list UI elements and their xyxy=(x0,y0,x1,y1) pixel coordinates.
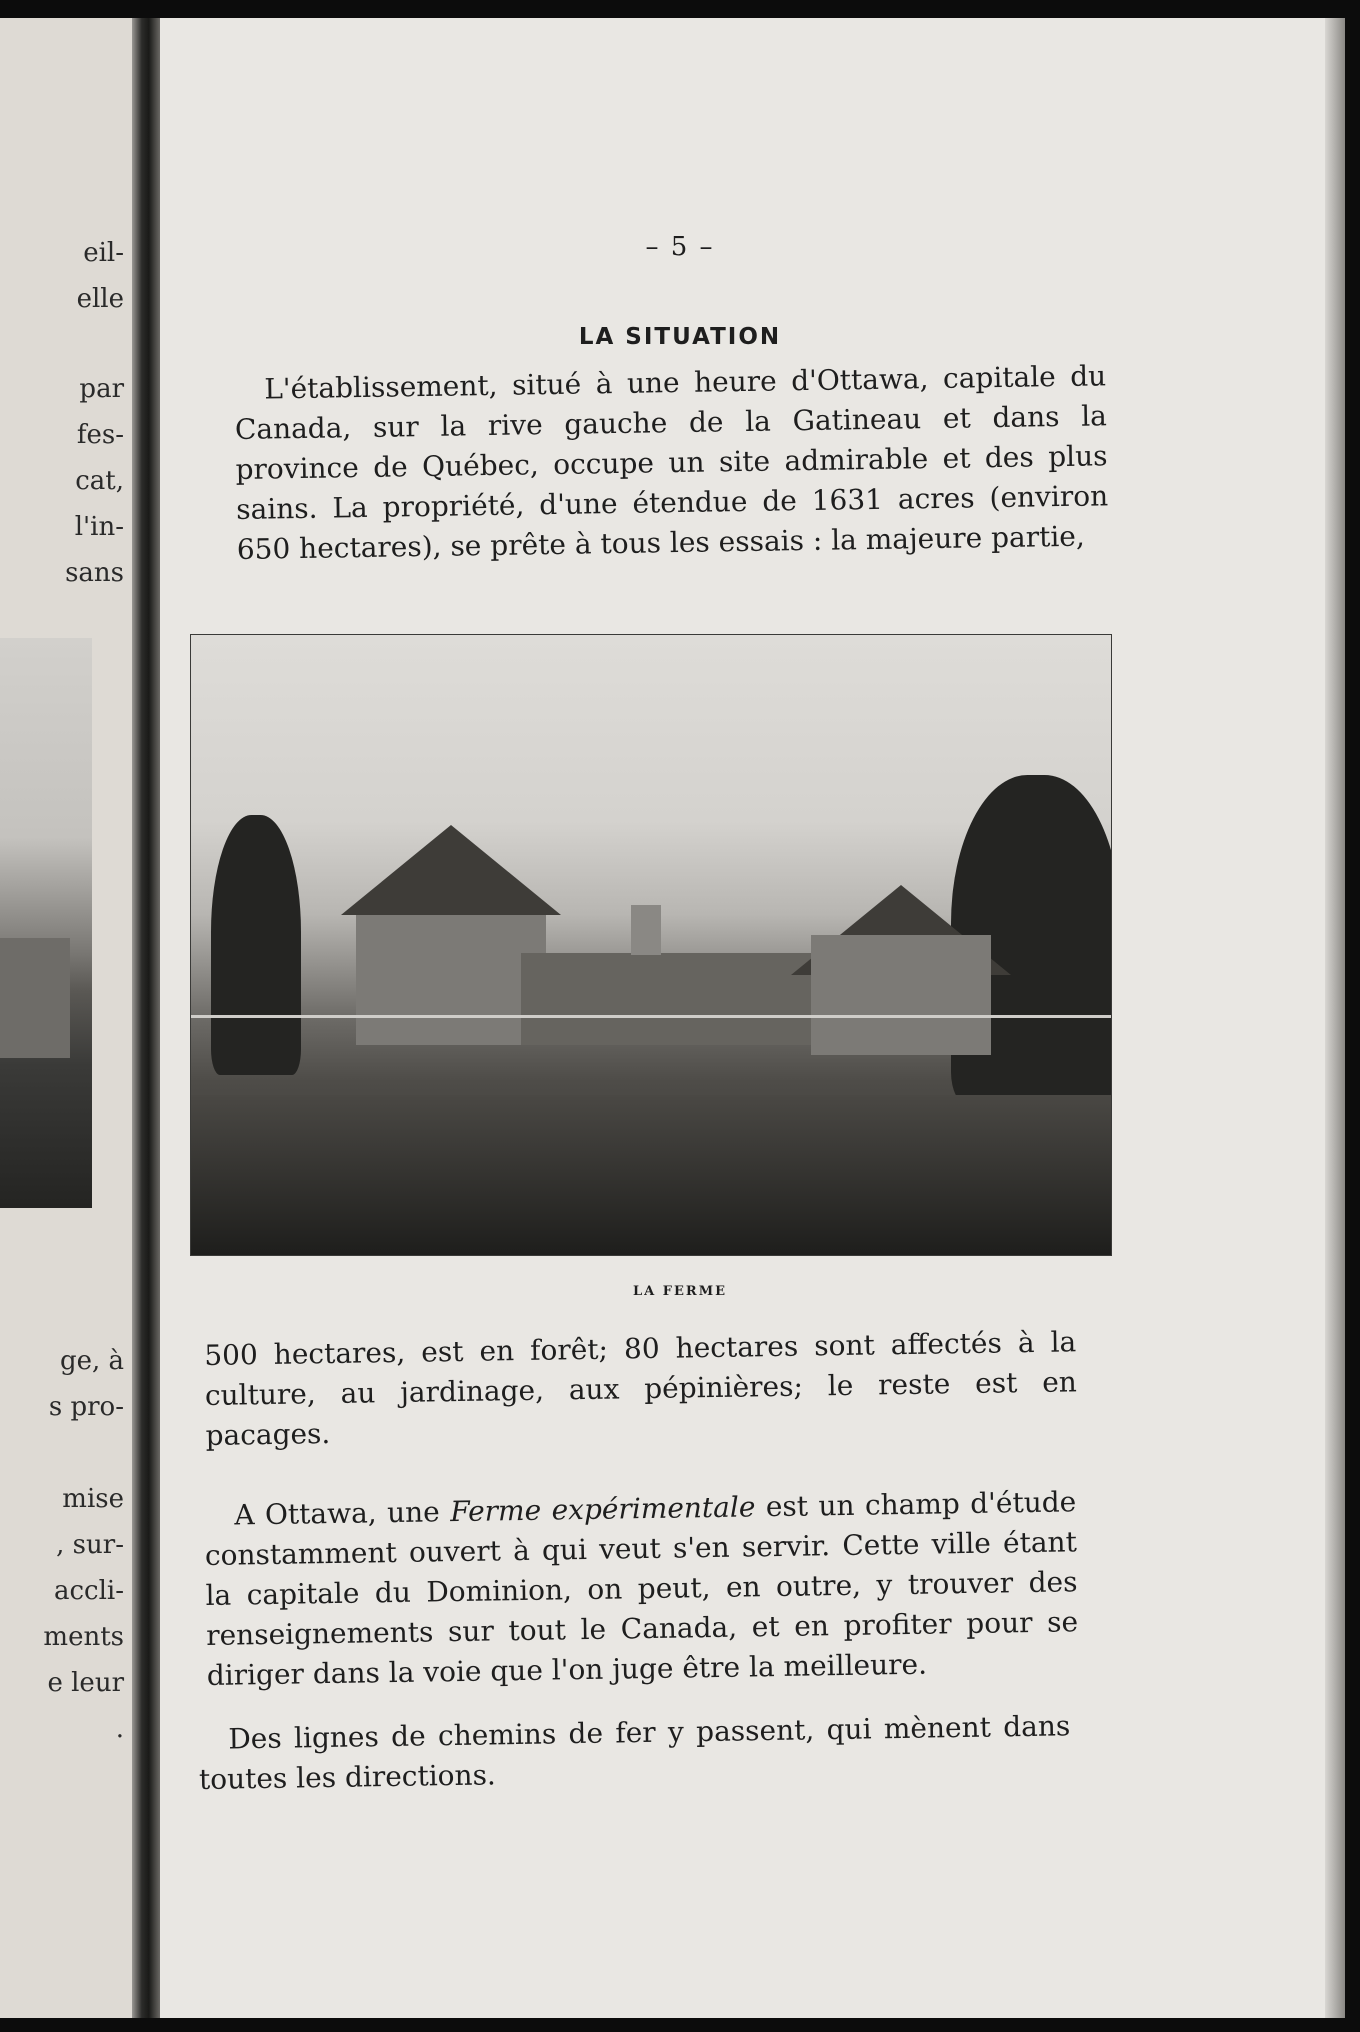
book-gutter xyxy=(132,18,160,2018)
photo-tree xyxy=(211,815,301,1075)
photo-barn-right xyxy=(811,935,991,1055)
page-edge xyxy=(1325,18,1345,2018)
left-text-fragment: s pro- xyxy=(48,1392,124,1422)
section-heading: LA SITUATION xyxy=(578,324,782,350)
left-text-fragment: accli- xyxy=(53,1576,124,1606)
left-text-fragment: fes- xyxy=(76,420,124,450)
left-text-fragment: e leur xyxy=(47,1668,124,1698)
paragraph-ottawa-start: A Ottawa, une xyxy=(234,1495,451,1532)
photo-barn-roof xyxy=(341,825,561,915)
farm-photo xyxy=(190,634,1112,1256)
photo-barn-left xyxy=(356,915,546,1045)
left-text-fragment: ge, à xyxy=(59,1346,124,1376)
paragraph-ottawa-end: est un champ d'étude constamment ouvert à qui veut s'en servir. Cette ville étant la capitale du Dominion, on peut, en outre, y trouver des renseignements sur tout le Canada, et en profiter pour se diriger dans la voie que l'on juge être la meilleure. xyxy=(204,1485,1079,1692)
left-text-fragment: elle xyxy=(76,284,124,314)
paragraph-intro: L'établissement, situé à une heure d'Ottawa, capitale du Canada, sur la rive gauche de la Gatineau et dans la province de Québec, occupe un site admirable et des plus sains. La propriété, d'une étendue de 1631 acres (environ 650 hectares), se prête à tous les essais : la majeure partie, xyxy=(234,359,1109,566)
paragraph-land-use: 500 hectares, est en forêt; 80 hectares sont affectés à la culture, au jardinage, aux pépinières; le reste est en pacages. xyxy=(204,1325,1078,1452)
page-number: – 5 – xyxy=(645,232,715,262)
left-text-fragment: ments xyxy=(43,1622,124,1652)
photo-caption: LA FERME xyxy=(633,1284,727,1299)
left-text-fragment: cat, xyxy=(75,466,124,496)
left-facing-page xyxy=(0,18,132,2018)
left-text-fragment: , sur- xyxy=(56,1530,124,1560)
left-text-fragment: eil- xyxy=(83,238,124,268)
left-photo-house xyxy=(0,938,70,1058)
left-text-fragment: par xyxy=(79,374,124,404)
left-text-fragment: l'in- xyxy=(74,512,124,542)
photo-cupola xyxy=(631,905,661,955)
photo-fence xyxy=(191,1015,1111,1018)
left-text-fragment: . xyxy=(115,1714,124,1744)
left-page-photo xyxy=(0,638,92,1208)
paragraph-ottawa xyxy=(204,1482,1079,1696)
left-text-fragment: mise xyxy=(62,1484,124,1514)
photo-field xyxy=(191,1095,1111,1255)
paragraph-ottawa-italic: Ferme expérimentale xyxy=(449,1490,756,1529)
left-text-fragment: sans xyxy=(65,558,124,588)
paragraph-railways: Des lignes de chemins de fer y passent, qui mènent dans toutes les directions. xyxy=(198,1709,1071,1796)
